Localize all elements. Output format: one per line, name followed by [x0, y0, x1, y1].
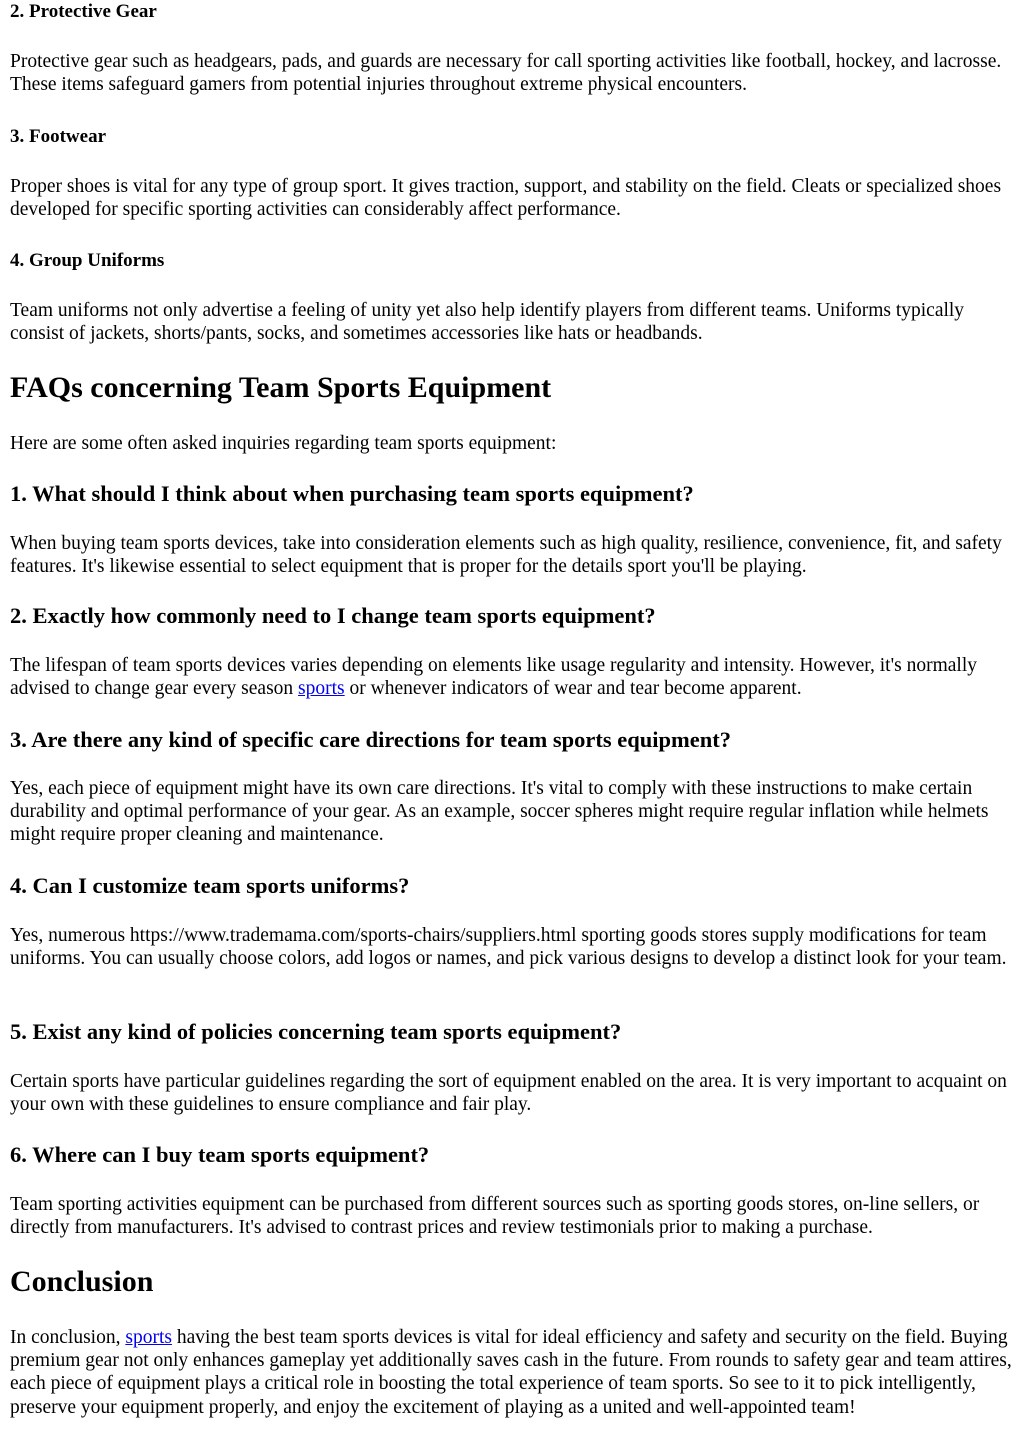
- faq-question-5: 5. Exist any kind of policies concerning team sports equipment?: [10, 1019, 622, 1044]
- faq-answer-3: Yes, each piece of equipment might have its own care directions. It's vital to comply with these instructions to make certain durability and optimal performance of your gear. As an example, soccer spheres might require regular inflation while helmets might require proper cleaning and maintenance.: [10, 778, 989, 846]
- faq-question-1: 1. What should I think about when purchasing team sports equipment?: [10, 481, 694, 506]
- section-body-protective-gear: Protective gear such as headgears, pads, and guards are necessary for call sporting activities like football, hockey, and lacrosse. These items safeguard gamers from potential injuries throughout extreme physical encounters.: [10, 51, 1002, 96]
- sports-link[interactable]: sports: [125, 1327, 172, 1348]
- faq-answer-2-text-before: The lifespan of team sports devices varies depending on elements like usage regularity and intensity. However, it's normally advised to change gear every season: [10, 655, 977, 700]
- conclusion-text-after: having the best team sports devices is vital for ideal efficiency and safety and security on the field. Buying premium gear not only enhances gameplay yet additionally saves cash in the future. From rounds to safety gear and team attires, each piece of equipment plays a critical role in boosting the total experience of team sports. So see to it to pick intelligently, preserve your equipment properly, and enjoy the excitement of playing as a united and well-appointed team!: [10, 1327, 1012, 1418]
- section-heading-uniforms: 4. Group Uniforms: [10, 250, 165, 271]
- faq-question-4: 4. Can I customize team sports uniforms?: [10, 873, 410, 898]
- conclusion-title: Conclusion: [10, 1265, 154, 1298]
- faq-question-6: 6. Where can I buy team sports equipment?: [10, 1142, 430, 1167]
- faq-answer-2: [10, 654, 1014, 700]
- faq-answer-2-text-after: or whenever indicators of wear and tear become apparent.: [344, 678, 802, 700]
- faq-intro: Here are some often asked inquiries regarding team sports equipment:: [10, 433, 557, 454]
- faq-answer-5: Certain sports have particular guidelines regarding the sort of equipment enabled on the area. It is very important to acquaint on your own with these guidelines to ensure compliance and fair play.: [10, 1071, 1007, 1116]
- conclusion-body: [10, 1326, 1014, 1419]
- section-heading-footwear: 3. Footwear: [10, 126, 107, 147]
- section-body-uniforms: Team uniforms not only advertise a feeling of unity yet also help identify players from different teams. Uniforms typically consist of jackets, shorts/pants, socks, and sometimes accessories like hats or headbands.: [10, 300, 965, 345]
- faq-question-3: 3. Are there any kind of specific care directions for team sports equipment?: [10, 727, 731, 752]
- faq-answer-6: Team sporting activities equipment can be purchased from different sources such as sporting goods stores, on-line sellers, or directly from manufacturers. It's advised to contrast prices and review testimonials prior to making a purchase.: [10, 1194, 980, 1239]
- faq-title: FAQs concerning Team Sports Equipment: [10, 371, 552, 404]
- conclusion-text-before: In conclusion,: [10, 1327, 126, 1348]
- sports-link[interactable]: sports: [298, 678, 345, 700]
- faq-answer-4: Yes, numerous https://www.trademama.com/sports-chairs/suppliers.html sporting goods stores supply modifications for team uniforms. You can usually choose colors, add logos or names, and pick various designs to develop a distinct look for your team.: [10, 925, 1007, 970]
- section-body-footwear: Proper shoes is vital for any type of group sport. It gives traction, support, and stability on the field. Cleats or specialized shoes developed for specific sporting activities can considerably affect performance.: [10, 176, 1002, 221]
- faq-question-2: 2. Exactly how commonly need to I change team sports equipment?: [10, 603, 656, 628]
- faq-answer-1: When buying team sports devices, take into consideration elements such as high quality, resilience, convenience, fit, and safety features. It's likewise essential to select equipment that is proper for the details sport you'll be playing.: [10, 533, 1002, 578]
- section-heading-protective-gear: 2. Protective Gear: [10, 1, 157, 22]
